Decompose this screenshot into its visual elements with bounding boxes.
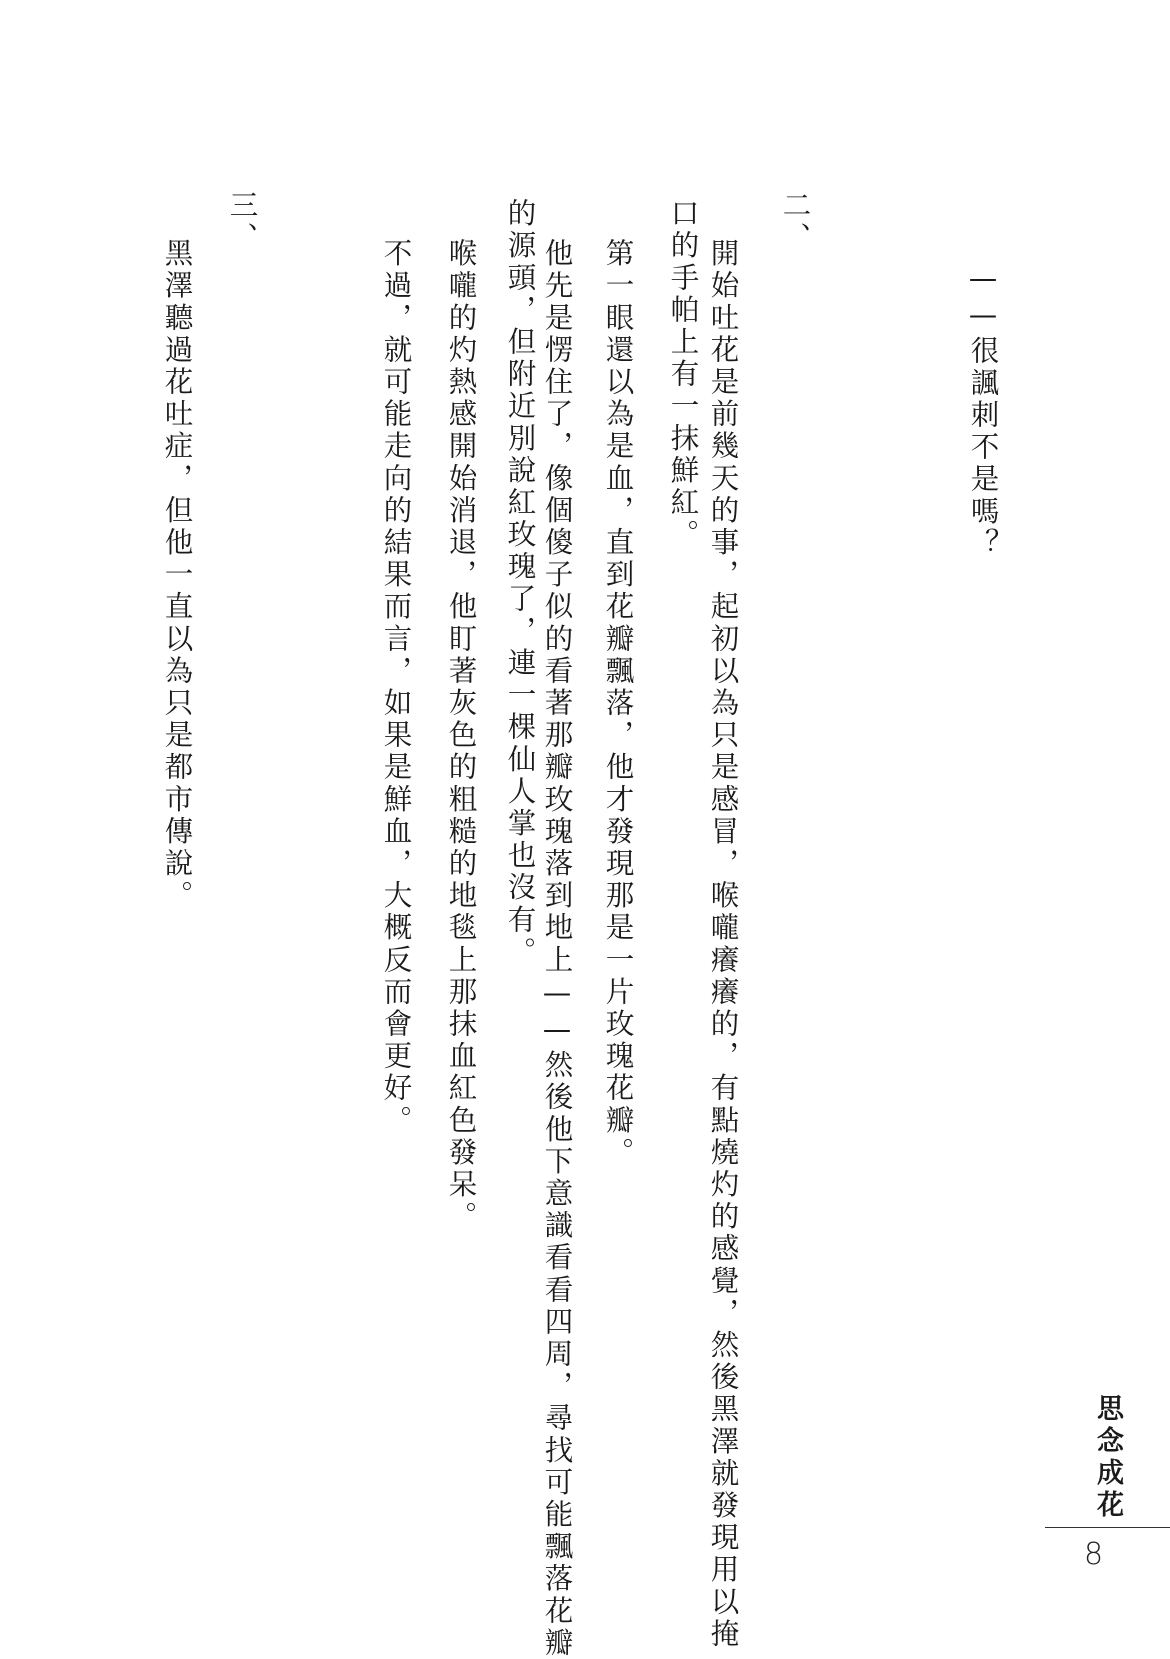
- section-heading-two: 二、: [778, 190, 812, 255]
- page-number: 8: [1084, 1537, 1104, 1572]
- paragraph-1-line-1: 開始吐花是前幾天的事，起初以為只是感冒，喉嚨癢癢的，有點燒灼的感覺，然後黑澤就發現用以掩: [706, 238, 740, 1651]
- paragraph-6: 黑澤聽過花吐症，但他一直以為只是都市傳說。: [160, 238, 194, 913]
- paragraph-1-line-2: 口的手帕上有一抹鮮紅。: [666, 198, 700, 552]
- running-title: 思念成花: [1092, 1394, 1123, 1522]
- folio-divider: [1045, 1527, 1170, 1528]
- dialogue-line-irony: ——很諷刺不是嗎？: [966, 262, 1000, 560]
- paragraph-4: 喉嚨的灼熱感開始消退，他盯著灰色的粗糙的地毯上那抹血紅色發呆。: [444, 238, 478, 1234]
- paragraph-5: 不過，就可能走向的結果而言，如果是鮮血，大概反而會更好。: [379, 238, 413, 1137]
- section-heading-three: 三、: [225, 190, 259, 255]
- paragraph-3-line-2: 的源頭，但附近別說紅玫瑰了，連一棵仙人掌也沒有。: [503, 198, 537, 969]
- paragraph-3-line-1: 他先是愣住了，像個傻子似的看著那瓣玫瑰落到地上——然後他下意識看看四周，尋找可能飄落花瓣: [540, 238, 574, 1659]
- paragraph-2: 第一眼還以為是血，直到花瓣飄落，他才發現那是一片玫瑰花瓣。: [601, 238, 635, 1169]
